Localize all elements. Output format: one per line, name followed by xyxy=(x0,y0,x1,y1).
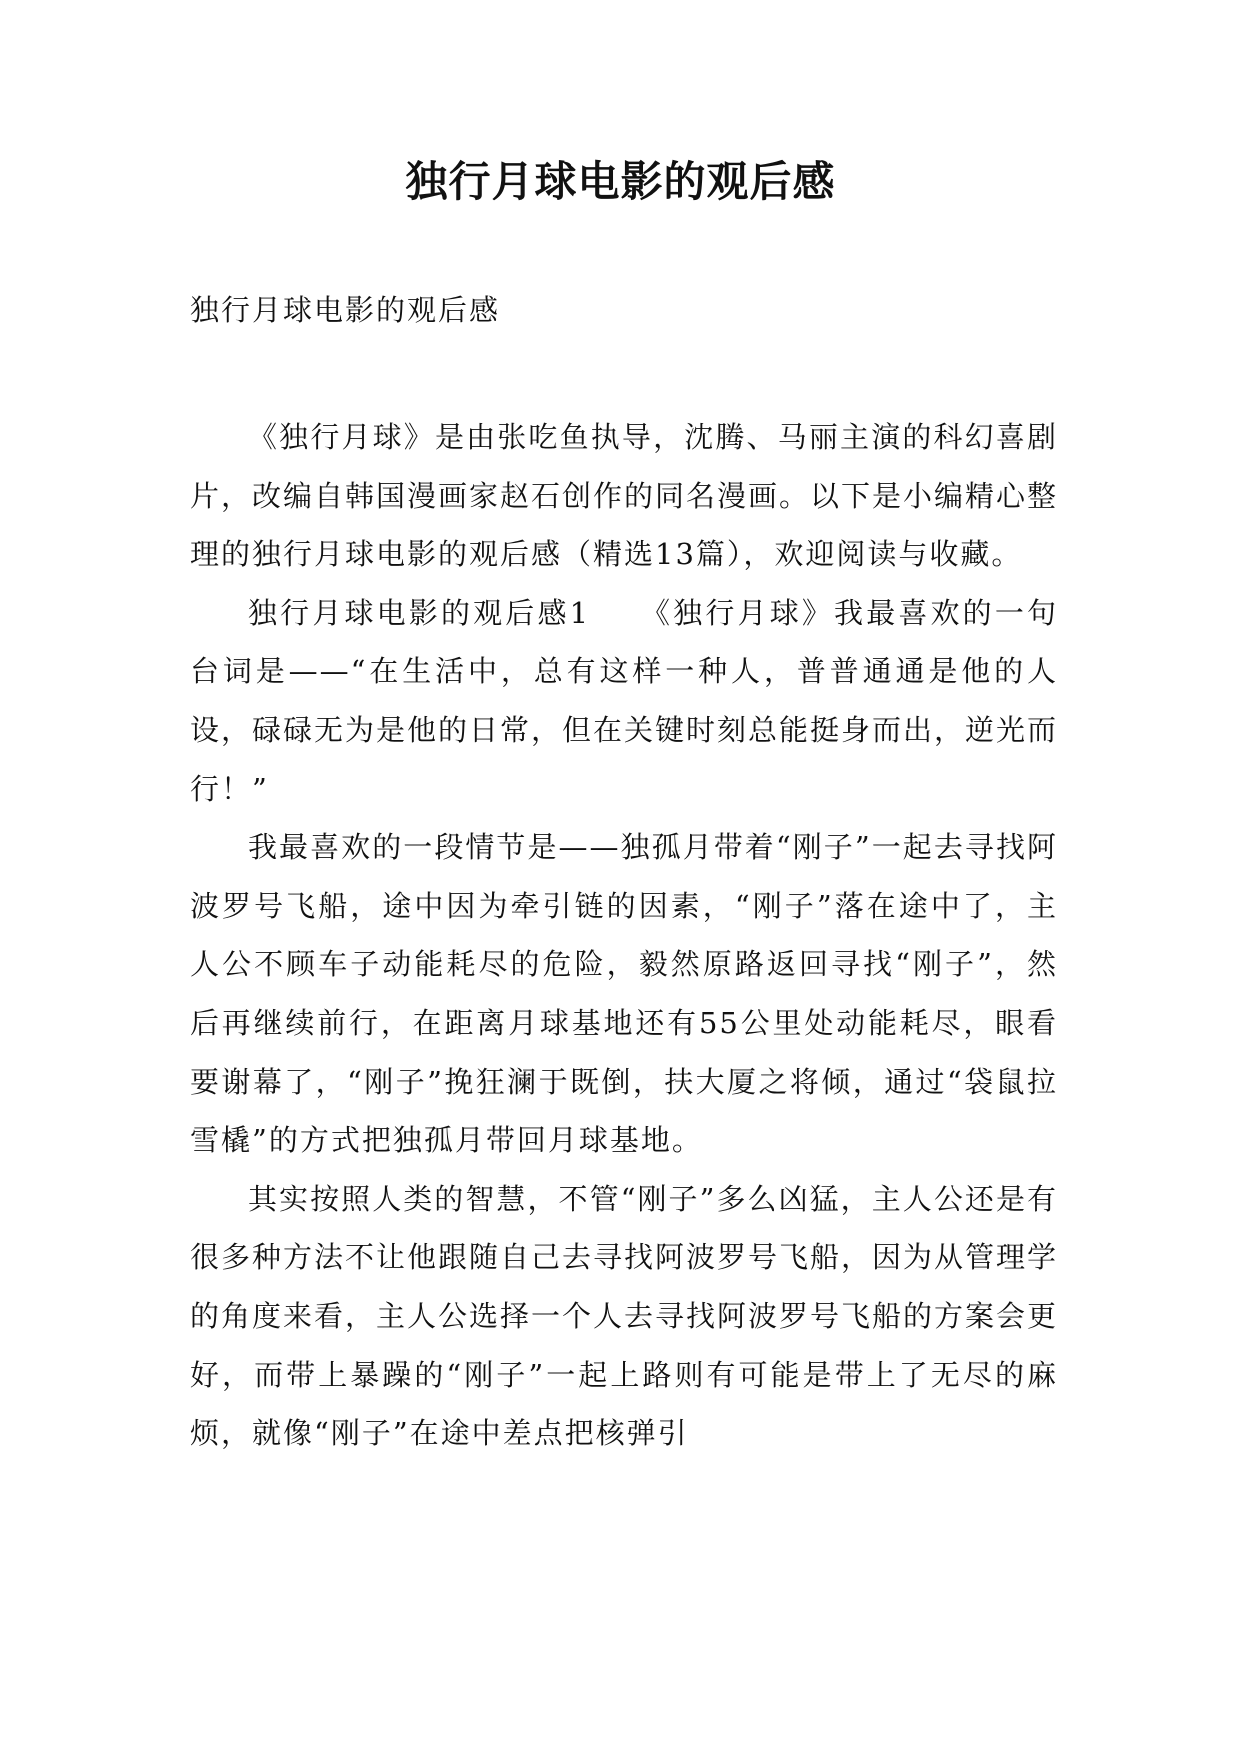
paragraph-review-1: 独行月球电影的观后感1 《独行月球》我最喜欢的一句台词是——“在生活中，总有这样一种人，普普通通是他的人设，碌碌无为是他的日常，但在关键时刻总能挺身而出，逆光而行！” xyxy=(190,595,1059,806)
document-subtitle: 独行月球电影的观后感 xyxy=(190,293,501,327)
paragraph-intro: 《独行月球》是由张吃鱼执导，沈腾、马丽主演的科幻喜剧片，改编自韩国漫画家赵石创作的同名漫画。以下是小编精心整理的独行月球电影的观后感（精选13篇），欢迎阅读与收藏。 xyxy=(190,420,1059,572)
document-title: 独行月球电影的观后感 xyxy=(405,157,836,206)
paragraph-analysis: 其实按照人类的智慧，不管“刚子”多么凶猛，主人公还是有很多种方法不让他跟随自己去寻找阿波罗号飞船，因为从管理学的角度来看，主人公选择一个人去寻找阿波罗号飞船的方案会更好，而带上暴躁的“刚子”一起上路则有可能是带上了无尽的麻烦，就像“刚子”在途中差点把核弹引 xyxy=(190,1181,1059,1451)
document-body xyxy=(190,408,1058,1463)
paragraph-favorite-scene: 我最喜欢的一段情节是——独孤月带着“刚子”一起去寻找阿波罗号飞船，途中因为牵引链的因素，“刚子”落在途中了，主人公不顾车子动能耗尽的危险，毅然原路返回寻找“刚子”，然后再继续前行，在距离月球基地还有55公里处动能耗尽，眼看要谢幕了，“刚子”挽狂澜于既倒，扶大厦之将倾，通过“袋鼠拉雪橇”的方式把独孤月带回月球基地。 xyxy=(190,830,1058,1158)
